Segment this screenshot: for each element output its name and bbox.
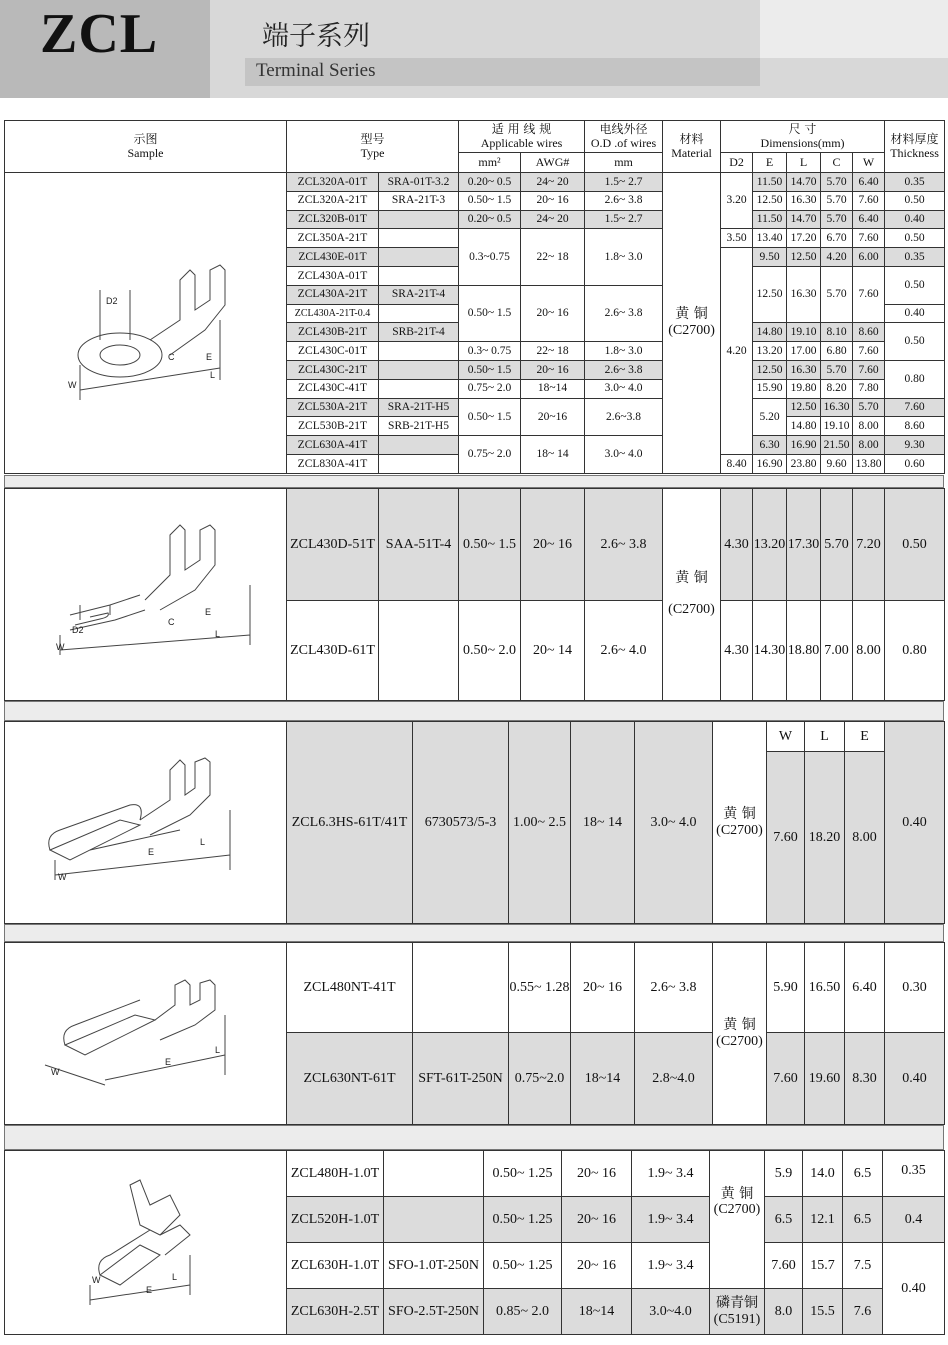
cross-ref — [379, 229, 459, 248]
wire-awg: 18~ 14 — [571, 722, 635, 924]
col-dimensions-header: 尺 寸 Dimensions(mm) — [721, 121, 885, 153]
wire-od: 3.0~ 4.0 — [635, 722, 713, 924]
dim-e: 9.50 — [753, 248, 787, 267]
table-row: ZCL430C-41T — [287, 379, 379, 398]
wire-awg: 20~ 16 — [562, 1197, 632, 1243]
wire-mm2: 0.85~ 2.0 — [484, 1289, 562, 1335]
table-row: ZCL430D-61T — [287, 601, 379, 701]
wire-mm2: 0.3~0.75 — [459, 229, 521, 285]
wire-mm2: 0.20~ 0.5 — [459, 210, 521, 229]
dim-e: 8.00 — [845, 752, 885, 924]
dim-d2: 6.30 — [753, 436, 787, 455]
col-type-header: 型号 Type — [287, 121, 459, 173]
thickness: 0.50 — [885, 191, 945, 210]
dim-l: 15.5 — [803, 1289, 843, 1335]
wire-mm2: 0.50~ 1.5 — [459, 360, 521, 379]
dim-e: 7.5 — [843, 1243, 883, 1289]
thickness: 0.40 — [885, 210, 945, 229]
table-row: ZCL430C-21T — [287, 360, 379, 379]
dim-c: 5.70 — [821, 266, 853, 322]
wire-mm2: 0.50~ 1.5 — [459, 489, 521, 601]
wire-mm2: 0.50~ 1.5 — [459, 398, 521, 436]
label-l: L — [215, 1045, 221, 1055]
wire-od: 2.6~ 4.0 — [585, 601, 663, 701]
dim-c: 4.20 — [821, 248, 853, 267]
dim-c: 5.70 — [821, 173, 853, 192]
label-d2: D2 — [72, 625, 84, 635]
table-row: ZCL6.3HS-61T/41T — [287, 722, 413, 924]
table-row: ZCL630H-1.0T — [287, 1243, 384, 1289]
dim-e: 13.40 — [753, 229, 787, 248]
material-cell: 磷青铜 (C5191) — [710, 1289, 765, 1335]
dim-l: 12.50 — [787, 248, 821, 267]
dim-l: 17.30 — [787, 489, 821, 601]
wire-od: 2.8~4.0 — [635, 1033, 713, 1125]
col-w: W — [853, 153, 885, 173]
dim-w: 7.60 — [767, 752, 805, 924]
wire-awg: 18~14 — [571, 1033, 635, 1125]
page-title-cn: 端子系列 — [262, 21, 370, 52]
cross-ref: SFO-2.5T-250N — [384, 1289, 484, 1335]
wire-awg: 20~ 16 — [521, 191, 585, 210]
cross-ref — [379, 379, 459, 398]
table-row: ZCL530A-21T — [287, 398, 379, 417]
cross-ref — [379, 266, 459, 285]
label-w: W — [92, 1275, 101, 1285]
dim-c: 6.70 — [821, 229, 853, 248]
col-sample-header: 示图 Sample — [5, 121, 287, 173]
dim-l: 16.50 — [805, 943, 845, 1033]
cross-ref: SRA-21T-3 — [379, 191, 459, 210]
wire-od: 1.9~ 3.4 — [632, 1197, 710, 1243]
cross-ref — [379, 436, 459, 455]
ring-terminal-drawing — [20, 250, 280, 420]
col-material-header: 材料 Material — [663, 121, 721, 173]
dim-w: 7.60 — [853, 342, 885, 361]
dim-w: 9.30 — [885, 436, 945, 455]
cross-ref — [379, 360, 459, 379]
wire-od: 1.9~ 3.4 — [632, 1151, 710, 1197]
dim-l: 17.00 — [787, 342, 821, 361]
cross-ref — [379, 601, 459, 701]
wire-od: 2.6~3.8 — [585, 398, 663, 436]
material-cell: 黄 铜 (C2700) — [710, 1151, 765, 1289]
wire-awg: 18~ 14 — [521, 436, 585, 474]
col-wires-header: 适 用 线 规 Applicable wires — [459, 121, 585, 153]
wire-od: 1.5~ 2.7 — [585, 210, 663, 229]
wire-awg: 24~ 20 — [521, 173, 585, 192]
wire-od: 2.6~ 3.8 — [585, 360, 663, 379]
dim-w: 8.60 — [885, 417, 945, 436]
cross-ref — [379, 454, 459, 473]
table-row: ZCL630H-2.5T — [287, 1289, 384, 1335]
header-accent — [760, 0, 948, 58]
wire-awg: 20~ 16 — [521, 360, 585, 379]
table-row: ZCL480H-1.0T — [287, 1151, 384, 1197]
thickness: 0.40 — [883, 1243, 945, 1335]
label-e: E — [165, 1057, 172, 1067]
dim-e: 15.90 — [753, 379, 787, 398]
dim-w: 7.60 — [853, 360, 885, 379]
wire-od: 3.0~4.0 — [632, 1289, 710, 1335]
dim-e: 14.30 — [753, 601, 787, 701]
table-row: ZCL320B-01T — [287, 210, 379, 229]
dim-d2: 8.40 — [721, 454, 753, 473]
col-thickness-header: 材料厚度 Thickness — [885, 121, 945, 173]
cross-ref: SRA-21T-4 — [379, 285, 459, 304]
dim-c: 8.00 — [853, 436, 885, 455]
thickness: 0.35 — [883, 1151, 945, 1197]
dim-l: 18.20 — [805, 752, 845, 924]
dim-c: 9.60 — [821, 454, 853, 473]
dim-c: 8.00 — [853, 417, 885, 436]
wire-od: 2.6~ 3.8 — [585, 191, 663, 210]
table-row: ZCL430B-21T — [287, 323, 379, 342]
dim-c: 5.70 — [853, 398, 885, 417]
material-cell: 黄 铜 (C2700) — [663, 489, 721, 701]
wire-awg: 18~14 — [521, 379, 585, 398]
dim-e: 13.20 — [753, 342, 787, 361]
dim-w: 6.40 — [853, 173, 885, 192]
col-w: W — [767, 722, 805, 752]
dim-w: 8.60 — [853, 323, 885, 342]
thickness: 0.4 — [883, 1197, 945, 1243]
label-w: W — [56, 642, 65, 652]
col-od-header: 电线外径 O.D .of wires — [585, 121, 663, 153]
label-l: L — [200, 837, 206, 847]
label-e: E — [205, 607, 212, 617]
hs-terminal-drawing — [30, 750, 270, 900]
dim-e: 6.5 — [843, 1151, 883, 1197]
thickness: 0.40 — [885, 1033, 945, 1125]
label-l: L — [172, 1272, 178, 1282]
col-l: L — [787, 153, 821, 173]
dim-l: 12.1 — [803, 1197, 843, 1243]
fork-terminal-drawing — [20, 515, 280, 675]
cross-ref — [379, 304, 459, 323]
dim-l: 19.10 — [821, 417, 853, 436]
label-w: W — [51, 1067, 60, 1077]
dim-l: 19.10 — [787, 323, 821, 342]
cross-ref: SRB-21T-4 — [379, 323, 459, 342]
wire-mm2: 0.75~ 2.0 — [459, 436, 521, 474]
dim-e: 12.50 — [753, 266, 787, 322]
wire-awg: 20~ 16 — [571, 943, 635, 1033]
dim-w: 5.90 — [767, 943, 805, 1033]
dim-e: 12.50 — [753, 360, 787, 379]
wire-od: 1.8~ 3.0 — [585, 229, 663, 285]
wire-awg: 24~ 20 — [521, 210, 585, 229]
dim-w: 7.20 — [853, 489, 885, 601]
dim-d2: 3.50 — [721, 229, 753, 248]
label-c: C — [168, 617, 175, 627]
dim-w: 6.40 — [853, 210, 885, 229]
section-divider — [4, 1125, 944, 1150]
material-cell: 黄 铜 (C2700) — [713, 722, 767, 924]
wire-awg: 20~ 16 — [521, 489, 585, 601]
wire-mm2: 0.75~ 2.0 — [459, 379, 521, 398]
dim-l: 14.70 — [787, 210, 821, 229]
cross-ref — [384, 1197, 484, 1243]
label-e: E — [148, 847, 155, 857]
table-row: ZCL320A-21T — [287, 191, 379, 210]
material-cell: 黄 铜 (C2700) — [663, 173, 721, 474]
dim-c: 5.70 — [821, 210, 853, 229]
dim-l: 16.30 — [821, 398, 853, 417]
wire-mm2: 0.50~ 1.5 — [459, 285, 521, 341]
table-row: ZCL320A-01T — [287, 173, 379, 192]
thickness: 0.50 — [885, 489, 945, 601]
col-awg: AWG# — [521, 153, 585, 173]
wire-od: 1.8~ 3.0 — [585, 342, 663, 361]
dim-d2: 3.20 — [721, 173, 753, 229]
label-l: L — [215, 629, 221, 639]
col-c: C — [821, 153, 853, 173]
cross-ref — [384, 1151, 484, 1197]
section-divider — [4, 475, 944, 488]
thickness: 0.40 — [885, 722, 945, 924]
thickness: 0.50 — [885, 266, 945, 304]
table-row: ZCL430D-51T — [287, 489, 379, 601]
label-d2: D2 — [106, 296, 118, 306]
thickness: 0.80 — [885, 360, 945, 398]
dim-e: 7.6 — [843, 1289, 883, 1335]
label-c: C — [168, 352, 175, 362]
label-e: E — [206, 352, 213, 362]
dim-l: 17.20 — [787, 229, 821, 248]
dim-l: 14.0 — [803, 1151, 843, 1197]
dim-c: 5.70 — [821, 191, 853, 210]
wire-mm2: 0.3~ 0.75 — [459, 342, 521, 361]
dim-l: 18.80 — [787, 601, 821, 701]
dim-w: 5.9 — [765, 1151, 803, 1197]
col-mm2: mm² — [459, 153, 521, 173]
nt-terminal-drawing — [25, 975, 270, 1105]
dim-c: 7.00 — [821, 601, 853, 701]
dim-w: 6.5 — [765, 1197, 803, 1243]
table-row: ZCL430C-01T — [287, 342, 379, 361]
dim-e: 11.50 — [753, 173, 787, 192]
wire-awg: 20~ 14 — [521, 601, 585, 701]
cross-ref — [379, 248, 459, 267]
col-od-mm: mm — [585, 153, 663, 173]
table-row: ZCL480NT-41T — [287, 943, 413, 1033]
wire-od: 2.6~ 3.8 — [585, 285, 663, 341]
table-row: ZCL630A-41T — [287, 436, 379, 455]
dim-c: 5.70 — [821, 360, 853, 379]
dim-l: 16.30 — [787, 191, 821, 210]
dim-d2: 5.20 — [753, 398, 787, 436]
dim-e: 6.5 — [843, 1197, 883, 1243]
table-row: ZCL430E-01T — [287, 248, 379, 267]
wire-awg: 22~ 18 — [521, 229, 585, 285]
table-row: ZCL520H-1.0T — [287, 1197, 384, 1243]
wire-awg: 18~14 — [562, 1289, 632, 1335]
dim-l: 21.50 — [821, 436, 853, 455]
dim-e: 8.30 — [845, 1033, 885, 1125]
dim-d2: 4.30 — [721, 489, 753, 601]
thickness: 0.60 — [885, 454, 945, 473]
cross-ref: SFT-61T-250N — [413, 1033, 509, 1125]
dim-l: 15.7 — [803, 1243, 843, 1289]
wire-awg: 22~ 18 — [521, 342, 585, 361]
dim-e: 13.20 — [753, 489, 787, 601]
wire-od: 2.6~ 3.8 — [635, 943, 713, 1033]
dim-e: 14.80 — [753, 323, 787, 342]
dim-w: 7.60 — [853, 229, 885, 248]
cross-ref — [379, 342, 459, 361]
dim-l: 23.80 — [787, 454, 821, 473]
thickness: 0.50 — [885, 229, 945, 248]
dim-w: 8.0 — [765, 1289, 803, 1335]
section-divider — [4, 924, 944, 942]
table-row: ZCL430A-21T-0.4 — [287, 304, 379, 323]
wire-od: 3.0~ 4.0 — [585, 436, 663, 474]
dim-d2: 4.20 — [721, 248, 753, 455]
dim-w: 7.60 — [853, 266, 885, 322]
cross-ref: SAA-51T-4 — [379, 489, 459, 601]
wire-od: 2.6~ 3.8 — [585, 489, 663, 601]
page-title-en: Terminal Series — [256, 60, 376, 81]
dim-e: 6.40 — [845, 943, 885, 1033]
dim-c: 8.20 — [821, 379, 853, 398]
thickness: 0.80 — [885, 601, 945, 701]
wire-mm2: 0.75~2.0 — [509, 1033, 571, 1125]
wire-mm2: 0.50~ 1.5 — [459, 191, 521, 210]
wire-od: 1.9~ 3.4 — [632, 1243, 710, 1289]
dim-w: 13.80 — [853, 454, 885, 473]
col-l: L — [805, 722, 845, 752]
dim-w: 6.00 — [853, 248, 885, 267]
h-terminal-drawing — [70, 1165, 240, 1325]
label-w: W — [68, 380, 77, 390]
dim-w: 7.60 — [765, 1243, 803, 1289]
dim-w: 7.60 — [767, 1033, 805, 1125]
dim-e: 16.90 — [753, 454, 787, 473]
material-cell: 黄 铜 (C2700) — [713, 943, 767, 1125]
dim-c: 5.70 — [821, 489, 853, 601]
wire-awg: 20~ 16 — [521, 285, 585, 341]
wire-od: 1.5~ 2.7 — [585, 173, 663, 192]
dim-c: 6.80 — [821, 342, 853, 361]
dim-e: 11.50 — [753, 210, 787, 229]
thickness: 0.50 — [885, 323, 945, 361]
label-w: W — [58, 872, 67, 882]
cross-ref — [379, 210, 459, 229]
table-row: ZCL630NT-61T — [287, 1033, 413, 1125]
dim-l: 14.70 — [787, 173, 821, 192]
wire-od: 3.0~ 4.0 — [585, 379, 663, 398]
col-e: E — [845, 722, 885, 752]
wire-mm2: 1.00~ 2.5 — [509, 722, 571, 924]
thickness: 0.30 — [885, 943, 945, 1033]
thickness: 0.40 — [885, 304, 945, 323]
dim-e: 16.90 — [787, 436, 821, 455]
wire-awg: 20~ 16 — [562, 1151, 632, 1197]
dim-l: 19.60 — [805, 1033, 845, 1125]
dim-l: 16.30 — [787, 266, 821, 322]
wire-mm2: 0.50~ 1.25 — [484, 1197, 562, 1243]
wire-mm2: 0.50~ 1.25 — [484, 1243, 562, 1289]
col-d2: D2 — [721, 153, 753, 173]
thickness: 0.35 — [885, 248, 945, 267]
dim-w: 7.80 — [853, 379, 885, 398]
wire-mm2: 0.55~ 1.28 — [509, 943, 571, 1033]
wire-mm2: 0.50~ 2.0 — [459, 601, 521, 701]
brand-logo: ZCL — [40, 3, 159, 65]
dim-e: 12.50 — [753, 191, 787, 210]
table-row: ZCL530B-21T — [287, 417, 379, 436]
dim-e: 14.80 — [787, 417, 821, 436]
dim-w: 7.60 — [853, 191, 885, 210]
label-e: E — [146, 1285, 153, 1295]
table-row: ZCL350A-21T — [287, 229, 379, 248]
col-e: E — [753, 153, 787, 173]
wire-mm2: 0.20~ 0.5 — [459, 173, 521, 192]
section-divider — [4, 701, 944, 721]
dim-d2: 4.30 — [721, 601, 753, 701]
cross-ref: SRA-01T-3.2 — [379, 173, 459, 192]
table-row: ZCL430A-21T — [287, 285, 379, 304]
table-row: ZCL830A-41T — [287, 454, 379, 473]
cross-ref: SFO-1.0T-250N — [384, 1243, 484, 1289]
wire-awg: 20~ 16 — [562, 1243, 632, 1289]
thickness: 0.35 — [885, 173, 945, 192]
cross-ref: SRA-21T-H5 — [379, 398, 459, 417]
cross-ref: SRB-21T-H5 — [379, 417, 459, 436]
dim-l: 19.80 — [787, 379, 821, 398]
dim-e: 12.50 — [787, 398, 821, 417]
wire-mm2: 0.50~ 1.25 — [484, 1151, 562, 1197]
cross-ref — [413, 943, 509, 1033]
dim-w: 8.00 — [853, 601, 885, 701]
cross-ref: 6730573/5-3 — [413, 722, 509, 924]
wire-awg: 20~16 — [521, 398, 585, 436]
dim-l: 16.30 — [787, 360, 821, 379]
label-l: L — [210, 370, 216, 380]
table-row: ZCL430A-01T — [287, 266, 379, 285]
dim-c: 8.10 — [821, 323, 853, 342]
dim-w: 7.60 — [885, 398, 945, 417]
